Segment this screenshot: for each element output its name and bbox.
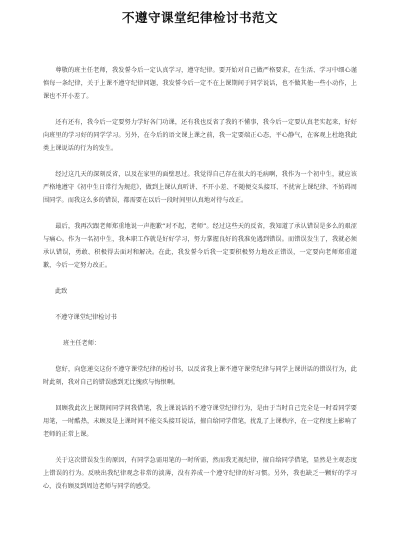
letter-heading: 不遵守课堂纪律检讨书 (55, 314, 117, 321)
document-title: 不遵守课堂纪律检讨书范文 (121, 10, 278, 25)
paragraph-4: 最后，我再次跟老师郑重地说一声抱歉“对不起，老师”。经过这些天的反省，我知道了承认错误是多么的艰涩与痛心。作为一名初中生，我本职工作就是好好学习，努力掌握良好的我准免遇到错误。而错误发生了，我就必须承认错误，勇敢、积极得去面对和解决。在此，我发誓今后我一定要积极努力地改正错误，一定要向老师郑重道歉，今后一定努力改正。 (43, 223, 357, 269)
paragraph-6: 关于这次错误发生的原因，有同学急需用笔的一时所需，然而我无视纪律，擅自给同学借笔，显然是主观态度上错误的行为。反映出我纪律观念非常的淡薄，没有养成一个遵守纪律的好习惯。另外，我也缺乏一颗好的学习心，没有顾及到周边老师与同学的感受。 (43, 457, 357, 490)
paragraph-5: 回顾我此次上课期间同学问我借笔，我上课说话的不遵守课堂纪律行为，是由于当时自己完全是一时看同学要用笔，一时酷热，未顾及是上课时间不能交头接耳说话，擅自给同学借笔，扰乱了上课秩序，在一定程度上影响了老师的正常上课。 (43, 405, 357, 438)
letter-intro: 您好，向您递交这份不遵守课堂纪律的检讨书，以反省我上课不遵守课堂纪律与同学上课讲话的错误行为，此时此刻，我对自己的错误感到无比愧疚与悔恨啊。 (43, 366, 357, 386)
paragraph-2: 还有还有，我今后一定要努力学好各门功课，还有我也反省了我的不懂事，我今后一定要认真老实起来，好好向班里的学习好的同学学习。另外，在今后的语文课上课之前，我一定要端正心态，平心静气，在客观上杜绝我此类上课说话的行为的发生。 (43, 119, 357, 152)
sign-off: 此致 (55, 288, 68, 295)
paragraph-1: 尊敬的班主任老师，我发誓今后一定认真学习，遵守纪律。要开始对自己做严格要求，在生活、学习中细心谨慎每一条纪律，关于上课不遵守纪律问题，我发誓今后一定不在上课期间于同学说话，也不做其他一些小动作，上课也不开小差了。 (43, 67, 357, 100)
salutation: 班主任老师： (63, 340, 101, 347)
paragraph-3: 经过这几天的深刻反省，以及在家里的面壁思过。我觉得自己存在很大的毛病啊，我作为一个初中生，就应该严格地遵守《初中生日常行为规范》，做到上课认真听讲、不开小差、不随便交头接耳、不扰害上课纪律、不妨碍周围同学。而我这么多的错误，都需要在以后一段时间里认真地对待与改正。 (43, 171, 357, 204)
